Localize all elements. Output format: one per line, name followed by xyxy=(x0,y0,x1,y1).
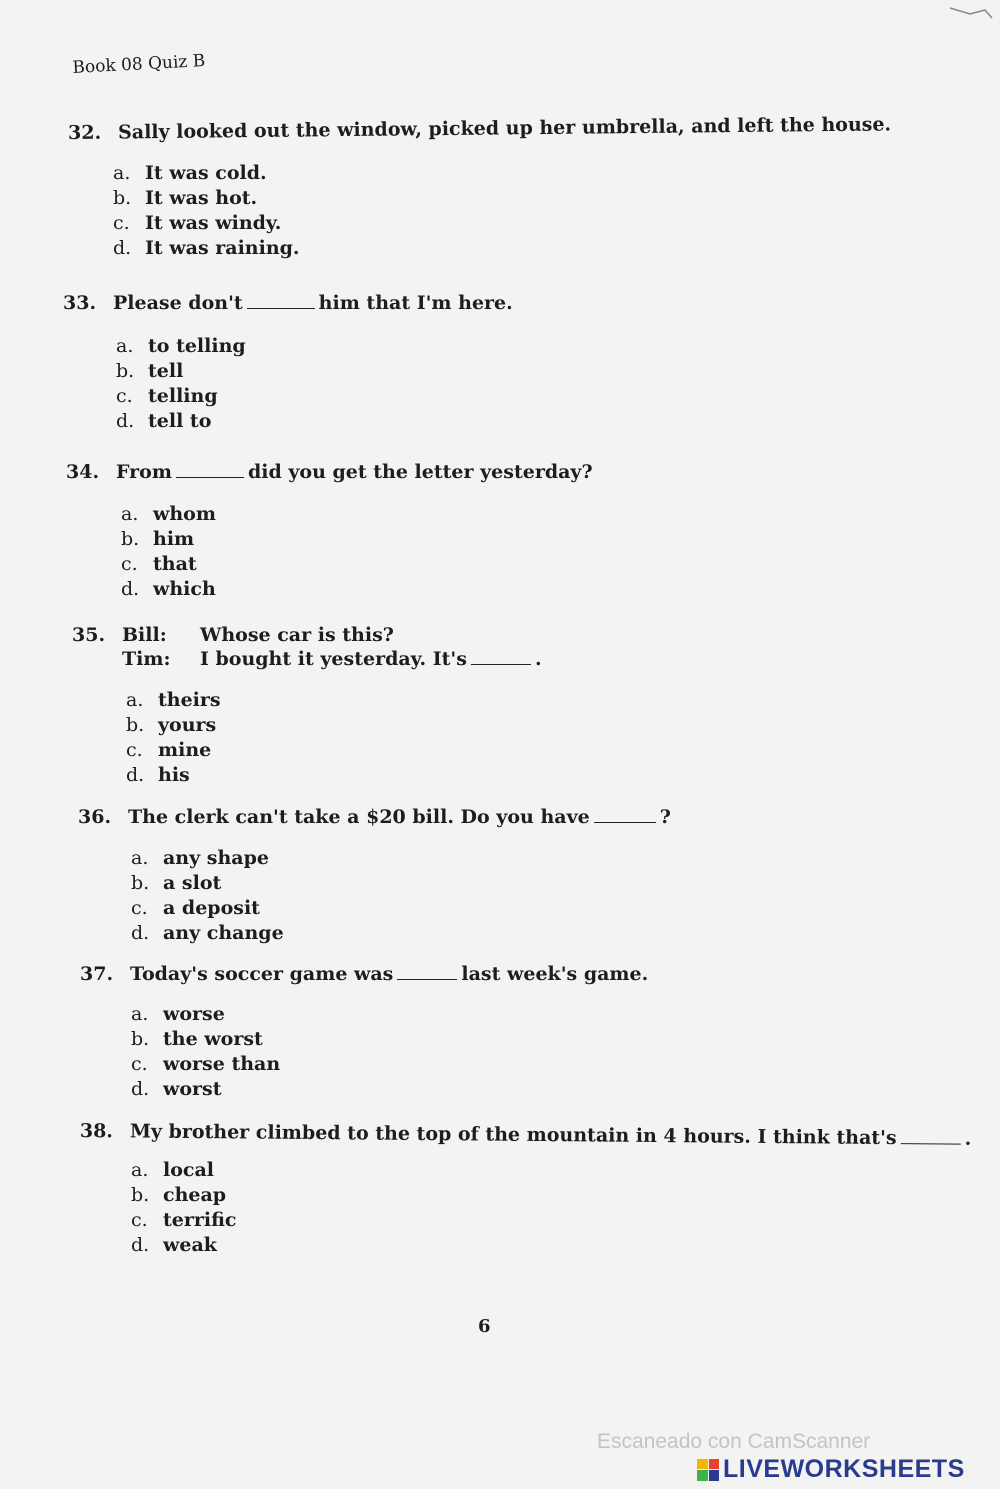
option-36d[interactable]: d. any change xyxy=(131,922,284,944)
answer-blank-37[interactable] xyxy=(397,978,457,980)
question-36: 36. The clerk can't take a $20 bill. Do you have ? xyxy=(78,806,671,828)
page-number: 6 xyxy=(478,1316,491,1337)
option-32b[interactable]: b. It was hot. xyxy=(113,187,258,209)
option-33c[interactable]: c. telling xyxy=(116,385,218,407)
question-33: 33. Please don't him that I'm here. xyxy=(63,292,513,314)
option-34b[interactable]: b. him xyxy=(121,528,195,550)
option-36c[interactable]: c. a deposit xyxy=(131,897,260,919)
option-38d[interactable]: d. weak xyxy=(131,1234,217,1256)
option-35d[interactable]: d. his xyxy=(126,764,190,786)
option-38a[interactable]: a. local xyxy=(131,1159,214,1181)
answer-blank-36[interactable] xyxy=(594,821,656,823)
option-32c[interactable]: c. It was windy. xyxy=(113,212,282,234)
option-35a[interactable]: a. theirs xyxy=(126,689,221,711)
question-38: 38. My brother climbed to the top of the mountain in 4 hours. I think that's . xyxy=(79,1120,972,1150)
question-34: 34. From did you get the letter yesterday? xyxy=(66,461,593,483)
option-34d[interactable]: d. which xyxy=(121,578,216,600)
options-37 xyxy=(131,1002,280,1102)
option-38c[interactable]: c. terrific xyxy=(131,1209,237,1231)
question-37: 37. Today's soccer game was last week's game. xyxy=(80,963,649,985)
liveworksheets-logo-icon xyxy=(697,1459,719,1481)
option-38b[interactable]: b. cheap xyxy=(131,1184,227,1206)
option-34a[interactable]: a. whom xyxy=(121,503,216,525)
quiz-header: Book 08 Quiz B xyxy=(72,51,206,78)
options-33 xyxy=(116,334,246,434)
option-37c[interactable]: c. worse than xyxy=(131,1053,281,1075)
option-37d[interactable]: d. worst xyxy=(131,1078,222,1100)
option-37b[interactable]: b. the worst xyxy=(131,1028,263,1050)
option-36a[interactable]: a. any shape xyxy=(131,847,269,869)
answer-blank-35[interactable] xyxy=(471,663,531,665)
option-36b[interactable]: b. a slot xyxy=(131,872,222,894)
liveworksheets-brand[interactable] xyxy=(697,1455,965,1484)
option-33a[interactable]: a. to telling xyxy=(116,335,246,357)
option-33d[interactable]: d. tell to xyxy=(116,410,212,432)
options-38 xyxy=(131,1158,237,1258)
option-37a[interactable]: a. worse xyxy=(131,1003,225,1025)
options-32 xyxy=(113,161,300,261)
options-36 xyxy=(131,846,284,946)
option-34c[interactable]: c. that xyxy=(121,553,197,575)
scanner-watermark: Escaneado con CamScanner xyxy=(597,1430,871,1453)
option-35c[interactable]: c. mine xyxy=(126,739,212,761)
answer-blank-34[interactable] xyxy=(176,476,244,478)
question-35: 35. Bill: Whose car is this? Tim: I bought it yesterday. It's . xyxy=(72,624,542,670)
option-35b[interactable]: b. yours xyxy=(126,714,217,736)
options-35 xyxy=(126,688,221,788)
options-34 xyxy=(121,502,216,602)
answer-blank-33[interactable] xyxy=(247,307,315,309)
option-32d[interactable]: d. It was raining. xyxy=(113,237,300,259)
question-32: 32. Sally looked out the window, picked up her umbrella, and left the house. xyxy=(68,113,892,144)
answer-blank-38[interactable] xyxy=(901,1142,961,1145)
scan-smudge-icon xyxy=(940,0,1000,30)
brand-text: LIVEWORKSHEETS xyxy=(723,1455,965,1483)
option-33b[interactable]: b. tell xyxy=(116,360,184,382)
option-32a[interactable]: a. It was cold. xyxy=(113,162,267,184)
